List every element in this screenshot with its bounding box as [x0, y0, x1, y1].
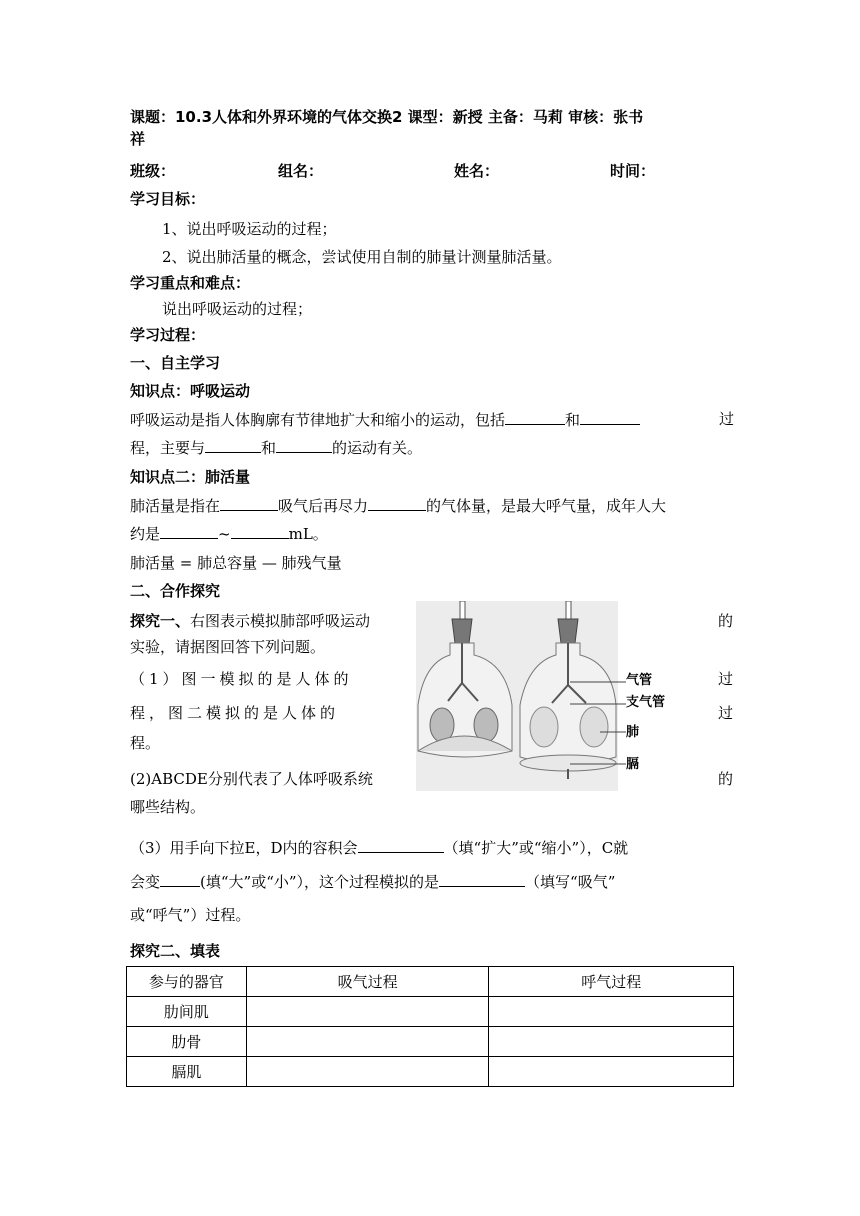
process-heading: 学习过程： — [130, 326, 206, 344]
objectives-heading: 学习目标： — [130, 190, 206, 208]
label-diaphragm: 膈 — [626, 757, 640, 772]
label-lung: 肺 — [626, 725, 640, 740]
row-label: 肋骨 — [127, 1027, 247, 1057]
e1-line1: 探究一、右图表示模拟肺部呼吸运动 — [130, 612, 371, 630]
table-cell[interactable] — [246, 1057, 489, 1087]
table-row — [127, 1057, 734, 1087]
label-trachea: 气管 — [626, 673, 653, 688]
blank[interactable] — [505, 408, 565, 425]
table-cell[interactable] — [246, 997, 489, 1027]
blank[interactable] — [160, 870, 200, 887]
table-header: 参与的器官 — [127, 967, 247, 997]
q3-line2: 会变 (填“大”或“小”），这个过程模拟的是 （填写“吸气” — [130, 870, 615, 893]
blank[interactable] — [160, 522, 218, 539]
kp2-heading: 知识点二：肺活量 — [130, 468, 251, 486]
title-line2: 祥 — [130, 130, 146, 148]
e2-heading: 探究二、填表 — [130, 942, 221, 960]
blank[interactable] — [276, 436, 332, 453]
title-line1: 课题：10.3人体和外界环境的气体交换2 课型：新授 主备：马莉 审核：张书 — [130, 108, 644, 126]
table-header: 吸气过程 — [246, 967, 489, 997]
time-label: 时间： — [610, 162, 656, 180]
table-cell[interactable] — [489, 997, 734, 1027]
kp2-line1: 肺活量是指在 吸气后再尽力 的气体量，是最大呼气量，成年人大 — [130, 494, 666, 517]
table-row — [127, 1027, 734, 1057]
section2-heading: 二、合作探究 — [130, 582, 221, 600]
q1-line3: 程。 — [130, 734, 161, 752]
row-label: 膈肌 — [127, 1057, 247, 1087]
group-label: 组名： — [278, 162, 324, 180]
organ-table — [126, 966, 734, 1087]
blank[interactable] — [358, 836, 444, 853]
q2-line2: 哪些结构。 — [130, 798, 206, 816]
table-row — [127, 997, 734, 1027]
name-label: 姓名： — [454, 162, 500, 180]
q3-line3: 或“呼气”）过程。 — [130, 906, 251, 924]
objective-1: 1、说出呼吸运动的过程； — [162, 220, 337, 238]
q3-line1: （3）用手向下拉E，D内的容积会 （填“扩大”或“缩小”），C就 — [130, 836, 628, 859]
kp1-heading: 知识点：呼吸运动 — [130, 382, 251, 400]
class-label: 班级： — [130, 162, 176, 180]
kp1-line1: 呼吸运动是指人体胸廓有节律地扩大和缩小的运动，包括 和 过 — [130, 410, 734, 429]
table-header: 呼气过程 — [489, 967, 734, 997]
blank[interactable] — [205, 436, 261, 453]
blank[interactable] — [580, 408, 640, 425]
blank[interactable] — [220, 494, 278, 511]
blank[interactable] — [439, 870, 525, 887]
q2-line1: (2)ABCDE分别代表了人体呼吸系统 — [130, 770, 373, 788]
keypoints-heading: 学习重点和难点： — [130, 274, 251, 292]
section1-heading: 一、自主学习 — [130, 354, 221, 372]
label-leader-lines — [570, 674, 626, 770]
kp1-line2: 程，主要与 和 的运动有关。 — [130, 436, 422, 459]
e1-line2: 实验，请据图回答下列问题。 — [130, 638, 326, 656]
objective-2: 2、说出肺活量的概念，尝试使用自制的肺量计测量肺活量。 — [162, 248, 562, 266]
row-label: 肋间肌 — [127, 997, 247, 1027]
kp2-line2: 约是 ~ mL。 — [130, 522, 328, 545]
label-bronchus: 支气管 — [626, 695, 666, 710]
blank[interactable] — [231, 522, 289, 539]
blank[interactable] — [368, 494, 426, 511]
table-cell[interactable] — [489, 1027, 734, 1057]
keypoints-text: 说出呼吸运动的过程； — [162, 300, 313, 318]
q1-line2: 程，图二模拟的是人体的 — [130, 704, 340, 722]
table-cell[interactable] — [489, 1057, 734, 1087]
table-cell[interactable] — [246, 1027, 489, 1057]
q1-line1: （1）图一模拟的是人体的 — [130, 670, 353, 688]
formula: 肺活量 = 肺总容量 — 肺残气量 — [130, 554, 342, 572]
table-header-row — [127, 967, 734, 997]
